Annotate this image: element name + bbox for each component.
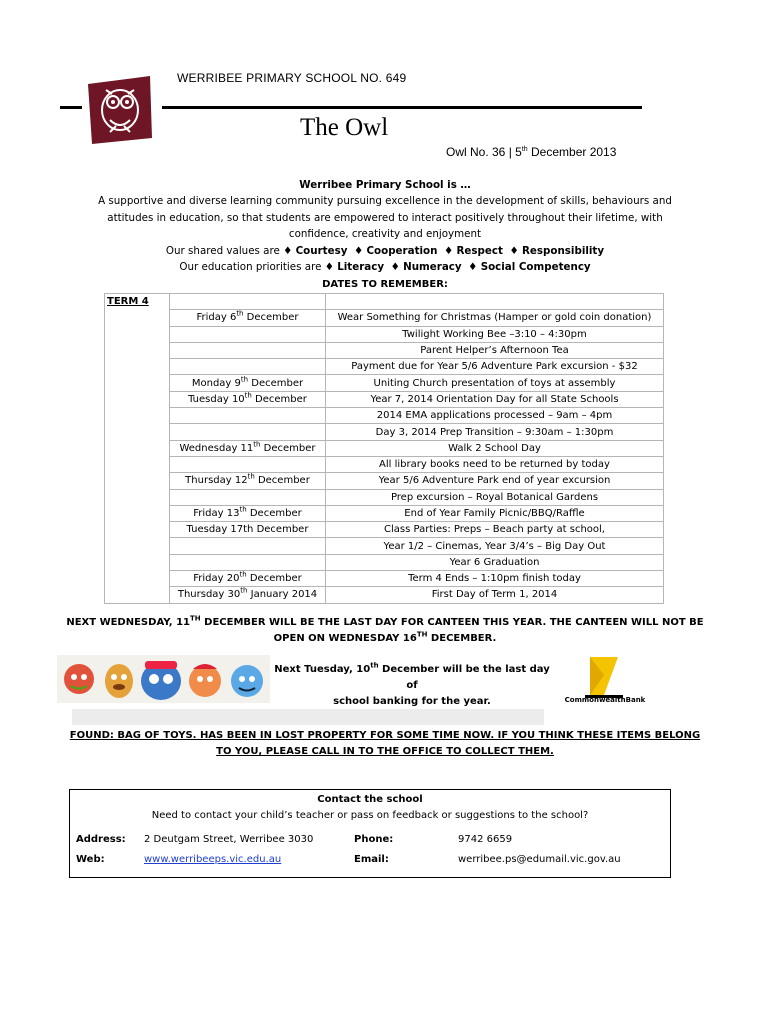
dates-row	[105, 440, 664, 456]
contact-row-address	[70, 834, 670, 850]
header-rule-left	[60, 106, 82, 109]
website-link[interactable]: www.werribeeps.vic.edu.au	[144, 854, 282, 865]
dates-row	[105, 456, 664, 472]
term-label: TERM 4	[105, 294, 170, 604]
banking-line-2: school banking for the year.	[333, 696, 491, 707]
canteen-text: DECEMBER.	[427, 633, 497, 644]
header-rule-right	[162, 106, 642, 109]
found-line-2: TO YOU, PLEASE CALL IN TO THE OFFICE TO COLLECT THEM.	[216, 746, 554, 757]
education-priorities	[60, 259, 710, 275]
canteen-text: DECEMBER WILL BE THE LAST DAY FOR CANTEEN THIS YEAR. THE CANTEEN WILL NOT BE	[200, 617, 704, 628]
event-cell: 2014 EMA applications processed – 9am – 4pm	[326, 408, 664, 424]
event-cell: Wear Something for Christmas (Hamper or gold coin donation)	[326, 310, 664, 326]
dates-row	[105, 489, 664, 505]
issue-info	[446, 145, 616, 159]
date-cell	[170, 294, 326, 310]
date-cell	[170, 424, 326, 440]
event-cell: All library books need to be returned by today	[326, 456, 664, 472]
date-cell	[170, 489, 326, 505]
dates-row	[105, 587, 664, 603]
priority-item: Numeracy	[403, 261, 462, 274]
bullet-icon: ♦	[468, 261, 478, 274]
event-cell: Twilight Working Bee –3:10 – 4:30pm	[326, 326, 664, 342]
event-cell: Payment due for Year 5/6 Adventure Park excursion - $32	[326, 359, 664, 375]
phone-value: 9742 6659	[458, 834, 513, 845]
banking-sup: th	[370, 661, 379, 670]
dates-row	[105, 310, 664, 326]
value-item: Respect	[456, 244, 503, 257]
date-cell	[170, 342, 326, 358]
cartoon-characters-image	[57, 655, 270, 703]
event-cell: Year 6 Graduation	[326, 554, 664, 570]
dates-row	[105, 294, 664, 310]
event-cell: Class Parties: Preps – Beach party at school,	[326, 522, 664, 538]
event-cell: Term 4 Ends – 1:10pm finish today	[326, 571, 664, 587]
owl-logo	[80, 70, 160, 150]
date-cell: Monday 9th December	[170, 375, 326, 391]
dates-row	[105, 571, 664, 587]
shared-values	[60, 243, 710, 259]
dates-row	[105, 375, 664, 391]
event-cell: Year 5/6 Adventure Park end of year excursion	[326, 473, 664, 489]
canteen-line-2	[62, 631, 708, 647]
date-cell: Wednesday 11th December	[170, 440, 326, 456]
phone-label: Phone:	[354, 834, 394, 845]
school-statement	[60, 177, 710, 275]
value-item: Cooperation	[366, 244, 438, 257]
priority-item: Social Competency	[480, 261, 591, 274]
canteen-sup: TH	[190, 614, 201, 623]
lost-property-notice	[62, 728, 708, 760]
mission-line-1: A supportive and diverse learning community pursuing excellence in the development of skills, behaviours and	[98, 195, 672, 208]
address-label: Address:	[76, 834, 126, 845]
bullet-icon: ♦	[283, 244, 293, 257]
priority-item: Literacy	[337, 261, 385, 274]
value-item: Responsibility	[521, 244, 605, 257]
value-item: Courtesy	[295, 244, 348, 257]
values-prefix: Our shared values are	[165, 244, 284, 257]
statement-heading: Werribee Primary School is …	[299, 179, 471, 191]
issue-date: December 2013	[527, 145, 617, 159]
date-cell: Tuesday 10th December	[170, 391, 326, 407]
school-name: WERRIBEE PRIMARY SCHOOL NO. 649	[177, 71, 407, 85]
dates-row	[105, 473, 664, 489]
date-cell: Friday 13th December	[170, 505, 326, 521]
dates-table	[104, 293, 664, 604]
event-cell: Parent Helper’s Afternoon Tea	[326, 342, 664, 358]
date-cell: Friday 6th December	[170, 310, 326, 326]
date-cell	[170, 456, 326, 472]
issue-number: Owl No. 36 | 5	[446, 145, 522, 159]
event-cell: End of Year Family Picnic/BBQ/Raffle	[326, 505, 664, 521]
bullet-icon: ♦	[324, 261, 334, 274]
email-label: Email:	[354, 854, 389, 865]
event-cell: Prep excursion – Royal Botanical Gardens	[326, 489, 664, 505]
date-cell: Friday 20th December	[170, 571, 326, 587]
event-cell: Day 3, 2014 Prep Transition – 9:30am – 1:30pm	[326, 424, 664, 440]
issue-date-suffix: th	[521, 146, 528, 153]
dates-row	[105, 505, 664, 521]
bullet-icon: ♦	[353, 244, 364, 257]
date-cell	[170, 359, 326, 375]
date-cell: Thursday 12th December	[170, 473, 326, 489]
dates-row	[105, 424, 664, 440]
contact-heading: Contact the school	[317, 794, 423, 805]
email-value[interactable]: werribee.ps@edumail.vic.gov.au	[458, 854, 621, 865]
bullet-icon: ♦	[390, 261, 400, 274]
event-cell: Uniting Church presentation of toys at assembly	[326, 375, 664, 391]
mission-line-2: attitudes in education, so that students are empowered to interact positively throughout their lifetime, with	[107, 211, 663, 224]
canteen-sup: TH	[416, 630, 428, 639]
dates-row	[105, 326, 664, 342]
school-banking-notice	[274, 662, 550, 710]
dates-row	[105, 359, 664, 375]
divider-strip	[72, 709, 544, 725]
contact-subheading: Need to contact your child’s teacher or pass on feedback or suggestions to the school?	[151, 810, 589, 821]
dates-heading: DATES TO REMEMBER:	[322, 279, 448, 290]
date-cell: Tuesday 17th December	[170, 522, 326, 538]
mission-line-3: confidence, creativity and enjoyment	[288, 228, 482, 241]
dates-row	[105, 342, 664, 358]
newsletter-title: The Owl	[300, 114, 389, 141]
dates-row	[105, 522, 664, 538]
event-cell: First Day of Term 1, 2014	[326, 587, 664, 603]
dates-row	[105, 391, 664, 407]
canteen-notice	[62, 615, 708, 647]
bullet-icon: ♦	[443, 244, 454, 257]
banking-line-1	[274, 662, 550, 694]
found-line-1: FOUND: BAG OF TOYS. HAS BEEN IN LOST PROPERTY FOR SOME TIME NOW. IF YOU THINK THESE ITEMS BELONG	[69, 730, 701, 741]
date-cell	[170, 408, 326, 424]
bank-logo-text: CommonwealthBank	[564, 696, 646, 704]
bullet-icon: ♦	[509, 244, 519, 257]
address-value: 2 Deutgam Street, Werribee 3030	[144, 834, 314, 845]
event-cell: Year 7, 2014 Orientation Day for all State Schools	[326, 391, 664, 407]
commonwealth-bank-logo	[560, 655, 650, 710]
event-cell: Year 1/2 – Cinemas, Year 3/4’s – Big Day Out	[326, 538, 664, 554]
event-cell: Walk 2 School Day	[326, 440, 664, 456]
dates-row	[105, 538, 664, 554]
priorities-prefix: Our education priorities are	[179, 261, 325, 274]
web-label: Web:	[76, 854, 105, 865]
banking-text: Next Tuesday, 10	[274, 664, 371, 675]
contact-row-web	[70, 854, 670, 870]
date-cell	[170, 538, 326, 554]
dates-row	[105, 408, 664, 424]
banking-text: December will be the last day of	[378, 664, 550, 691]
contact-box	[69, 789, 671, 878]
date-cell: Thursday 30th January 2014	[170, 587, 326, 603]
event-cell	[326, 294, 664, 310]
date-cell	[170, 554, 326, 570]
date-cell	[170, 326, 326, 342]
canteen-line-1	[62, 615, 708, 631]
canteen-text: NEXT WEDNESDAY, 11	[66, 617, 191, 628]
canteen-text: OPEN ON WEDNESDAY 16	[273, 633, 417, 644]
dates-row	[105, 554, 664, 570]
